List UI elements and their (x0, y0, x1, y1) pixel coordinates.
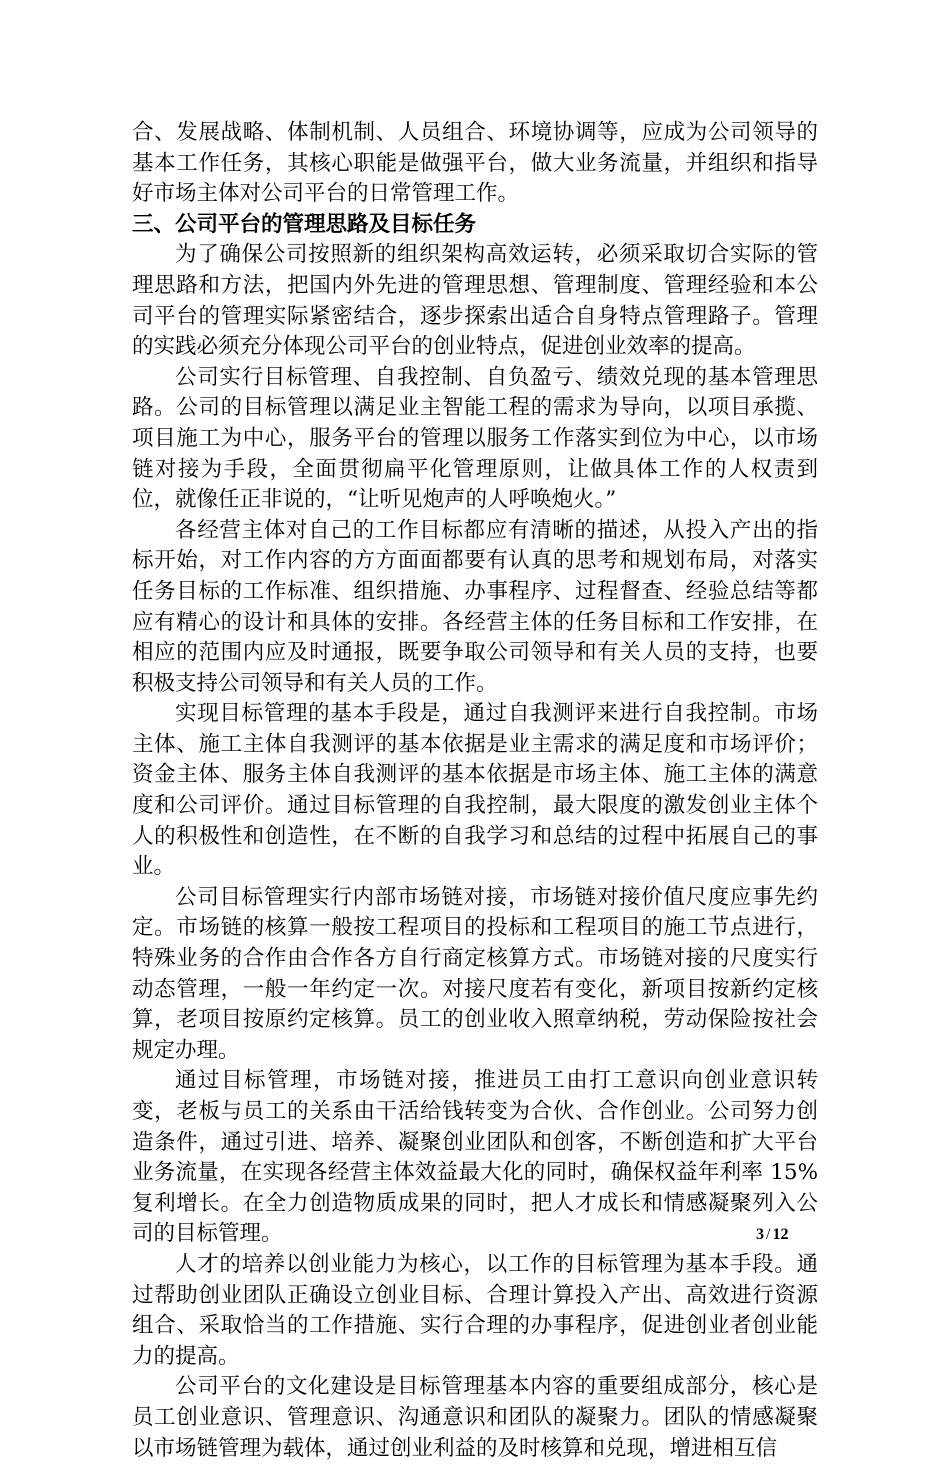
body-paragraph: 公司实行目标管理、自我控制、自负盈亏、绩效兑现的基本管理思路。公司的目标管理以满足业主智能工程的需求为导向，以项目承揽、项目施工为中心，服务平台的管理以服务工作落实到位为中心，以市场链对接为手段，全面贯彻扁平化管理原则，让做具体工作的人权责到位，就像任正非说的，“让听见炮声的人呼唤炮火。” (132, 364, 818, 513)
current-page-number: 3 (756, 1226, 764, 1243)
page-number (756, 1226, 788, 1244)
body-paragraph: 人才的培养以创业能力为核心，以工作的目标管理为基本手段。通过帮助创业团队正确设立创业目标、合理计算投入产出、高效进行资源组合、采取恰当的工作措施、实行合理的办事程序，促进创业者创业能力的提高。 (132, 1251, 818, 1369)
opening-paragraph: 合、发展战略、体制机制、人员组合、环境协调等，应成为公司领导的基本工作任务，其核心职能是做强平台，做大业务流量，并组织和指导好市场主体对公司平台的日常管理工作。 (132, 120, 818, 207)
body-paragraph: 通过目标管理，市场链对接，推进员工由打工意识向创业意识转变，老板与员工的关系由干活给钱转变为合伙、合作创业。公司努力创造条件，通过引进、培养、凝聚创业团队和创客，不断创造和扩大平台业务流量，在实现各经营主体效益最大化的同时，确保权益年利率 15%复利增长。在全力创造物质成果的同时，把人才成长和情感凝聚列入公司的目标管理。 (132, 1068, 818, 1247)
total-page-count: 12 (772, 1226, 789, 1243)
body-paragraph: 为了确保公司按照新的组织架构高效运转，必须采取切合实际的管理思路和方法，把国内外先进的管理思想、管理制度、管理经验和本公司平台的管理实际紧密结合，逐步探索出适合自身特点管理路子。管理的实践必须充分体现公司平台的创业特点，促进创业效率的提高。 (132, 242, 818, 360)
body-paragraph: 公司平台的文化建设是目标管理基本内容的重要组成部分，核心是员工创业意识、管理意识、沟通意识和团队的凝聚力。团队的情感凝聚以市场链管理为载体，通过创业利益的及时核算和兑现，增进相互信 (132, 1374, 818, 1461)
section-heading: 三、公司平台的管理思路及目标任务 (132, 211, 477, 237)
body-paragraph: 实现目标管理的基本手段是，通过自我测评来进行自我控制。市场主体、施工主体自我测评的基本依据是业主需求的满足度和市场评价；资金主体、服务主体自我测评的基本依据是市场主体、施工主体的满意度和公司评价。通过目标管理的自我控制，最大限度的激发创业主体个人的积极性和创造性，在不断的自我学习和总结的过程中拓展自己的事业。 (132, 701, 818, 880)
body-paragraph: 公司目标管理实行内部市场链对接，市场链对接价值尺度应事先约定。市场链的核算一般按工程项目的投标和工程项目的施工节点进行，特殊业务的合作由合作各方自行商定核算方式。市场链对接的尺度实行动态管理，一般一年约定一次。对接尺度若有变化，新项目按新约定核算，老项目按原约定核算。员工的创业收入照章纳税，劳动保险按社会规定办理。 (132, 884, 818, 1063)
body-paragraph: 各经营主体对自己的工作目标都应有清晰的描述，从投入产出的指标开始，对工作内容的方方面面都要有认真的思考和规划布局，对落实任务目标的工作标准、组织措施、办事程序、过程督查、经验总结等都应有精心的设计和具体的安排。各经营主体的任务目标和工作安排，在相应的范围内应及时通报，既要争取公司领导和有关人员的支持，也要积极支持公司领导和有关人员的工作。 (132, 517, 818, 696)
page-content (132, 118, 818, 1464)
page-number-separator: / (766, 1226, 771, 1243)
